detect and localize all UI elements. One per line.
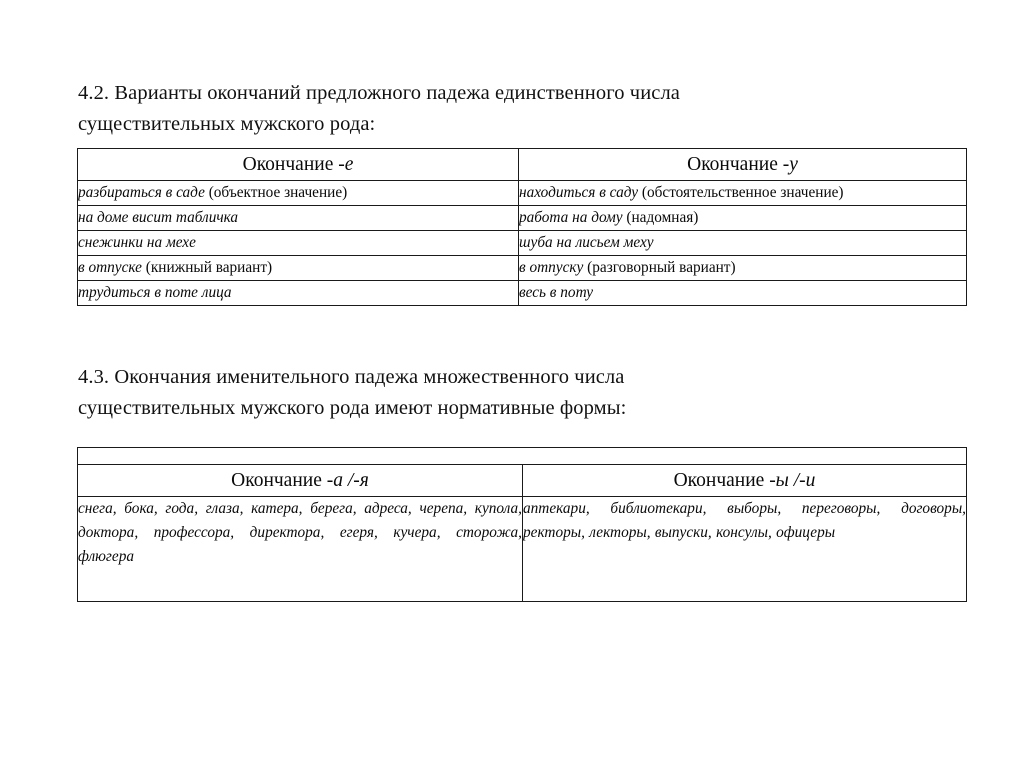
cell-right	[519, 256, 967, 281]
cell-left	[78, 281, 519, 306]
phrase-italic: в отпуску	[519, 259, 588, 276]
column-header-prefix: Окончание	[231, 469, 327, 491]
section-heading-4-2-line-2: существительных мужского рода:	[78, 113, 376, 135]
phrase-italic: разбираться в саде	[78, 184, 209, 201]
table-row	[78, 256, 967, 281]
section-heading-4-2-line-1: 4.2. Варианты окончаний предложного падежа единственного числа	[78, 82, 681, 104]
table-row	[78, 497, 967, 602]
word-list: аптекари, библиотекари, выборы, переговоры, договоры, ректоры, лекторы, выпуски, консулы, офицеры	[523, 500, 966, 541]
phrase-italic: снежинки на мехе	[78, 234, 196, 251]
word-list: снега, бока, года, глаза, катера, берега, адреса, черепа, купола, доктора, профессора, директора, егеря, кучера, сторожа, флюгера	[78, 500, 522, 565]
section-heading-4-3	[78, 362, 958, 424]
column-header-prefix: Окончание	[687, 153, 783, 175]
table-nominative-plural-endings	[77, 447, 967, 602]
section-heading-4-3-line-1: 4.3. Окончания именительного падежа множественного числа	[78, 366, 625, 388]
cell-left	[78, 206, 519, 231]
column-header-ending-y-i	[523, 465, 967, 497]
phrase-gloss: (книжный вариант)	[145, 259, 273, 276]
table-row	[78, 181, 967, 206]
spacer-cell	[78, 448, 967, 465]
cell-left	[78, 231, 519, 256]
cell-left-word-list	[78, 497, 523, 602]
cell-left	[78, 256, 519, 281]
section-heading-4-3-line-2: существительных мужского рода имеют нормативные формы:	[78, 397, 627, 419]
cell-right	[519, 206, 967, 231]
cell-left	[78, 181, 519, 206]
column-header-ending-a-ya	[78, 465, 523, 497]
phrase-italic: трудиться в поте лица	[78, 284, 232, 301]
column-header-ending: -а /-я	[326, 469, 369, 491]
table-row	[78, 231, 967, 256]
section-heading-4-2	[78, 78, 958, 140]
column-header-ending: -ы /-и	[769, 469, 816, 491]
phrase-gloss: (надомная)	[626, 209, 699, 226]
cell-right	[519, 231, 967, 256]
cell-right-word-list	[523, 497, 967, 602]
phrase-italic: весь в поту	[519, 284, 594, 301]
column-header-ending-e	[78, 149, 519, 181]
table-spacer-row	[78, 448, 967, 465]
phrase-italic: шуба на лисьем меху	[519, 234, 654, 251]
phrase-gloss: (объектное значение)	[208, 184, 348, 201]
phrase-italic: работа на дому	[519, 209, 627, 226]
cell-right	[519, 181, 967, 206]
cell-right	[519, 281, 967, 306]
column-header-prefix: Окончание	[242, 153, 339, 175]
column-header-prefix: Окончание	[673, 469, 770, 491]
table-row	[78, 206, 967, 231]
phrase-italic: в отпуске	[78, 259, 146, 276]
phrase-gloss: (обстоятельственное значение)	[641, 184, 844, 201]
table-row	[78, 281, 967, 306]
table-prepositional-endings	[77, 148, 967, 306]
table-header-row	[78, 149, 967, 181]
phrase-gloss: (разговорный вариант)	[587, 259, 736, 276]
phrase-italic: находиться в саду	[519, 184, 642, 201]
table-header-row	[78, 465, 967, 497]
column-header-ending-u	[519, 149, 967, 181]
column-header-ending: -у	[782, 153, 798, 175]
column-header-ending: -е	[338, 153, 354, 175]
phrase-italic: на доме висит табличка	[78, 209, 239, 226]
